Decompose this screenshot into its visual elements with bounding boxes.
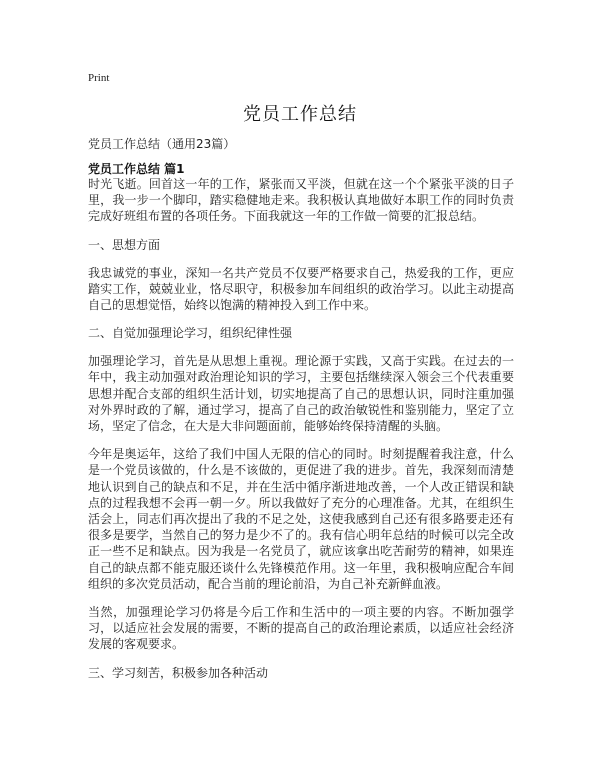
heading-theory-study: 二、自觉加强理论学习，组织纪律性强 [88,326,293,341]
document-subtitle: 党员工作总结（通用23篇） [88,137,236,151]
paragraph-intro: 时光飞逝。回首这一年的工作，紧张而又平淡，但就在这一个个紧张平淡的日子里，我一步一个脚印，踏实稳健地走来。我积极认真地做好本职工作的同时负责完成好班组布置的各项任务。下面我就这一年的工作做一简要的汇报总结。 [88,177,514,224]
paragraph-theory-study: 加强理论学习，首先是从思想上重视。理论源于实践，又高于实践。在过去的一年中，我主动加强对政治理论知识的学习，主要包括继续深入领会三个代表重要思想并配合支部的组织生活计划，切实地提高了自己的思想认识，同时注重加强对外界时政的了解，通过学习，提高了自己的政治敏锐性和鉴别能力，坚定了立场，坚定了信念，在大是大非问题面前，能够始终保持清醒的头脑。 [88,354,514,434]
paragraph-continue-learning: 当然，加强理论学习仍将是今后工作和生活中的一项主要的内容。不断加强学习，以适应社会发展的需要，不断的提高自己的政治理论素质，以适应社会经济发展的客观要求。 [88,605,514,652]
paragraph-thought: 我忠诚党的事业，深知一名共产党员不仅要严格要求自己，热爱我的工作，更应踏实工作，兢兢业业，恪尽职守，积极参加车间组织的政治学习。以此主动提高自己的思想觉悟，始终以饱满的精神投入到工作中来。 [88,265,514,313]
document-body [88,176,514,693]
section-title: 党员工作总结 篇1 [88,162,185,176]
heading-activities: 三、学习刻苦，积极参加各种活动 [88,665,269,680]
paragraph-olympic-year: 今年是奥运年，这给了我们中国人无限的信心的同时。时刻提醒着我注意，什么是一个党员该做的，什么是不该做的，更促进了我的进步。首先，我深刻而清楚地认识到自己的缺点和不足，并在生活中循序渐进地改善，一个人改正错误和缺点的过程我想不会再一朝一夕。所以我做好了充分的心理准备。尤其，在组织生活会上，同志们再次提出了我的不足之处，这使我感到自己还有很多路要走还有很多是要学，当然自己的努力是少不了的。我有信心明年总结的时候可以完全改正一些不足和缺点。因为我是一名党员了，就应该拿出吃苦耐劳的精神，如果连自己的缺点都不能克服还谈什么先锋模范作用。这一年里，我积极响应配合车间组织的多次党员活动，配合当前的理论前沿，为自己补充新鲜血液。 [88,447,514,591]
heading-thought: 一、思想方面 [88,237,161,252]
document-title: 党员工作总结 [243,104,357,125]
print-label: Print [88,72,110,84]
